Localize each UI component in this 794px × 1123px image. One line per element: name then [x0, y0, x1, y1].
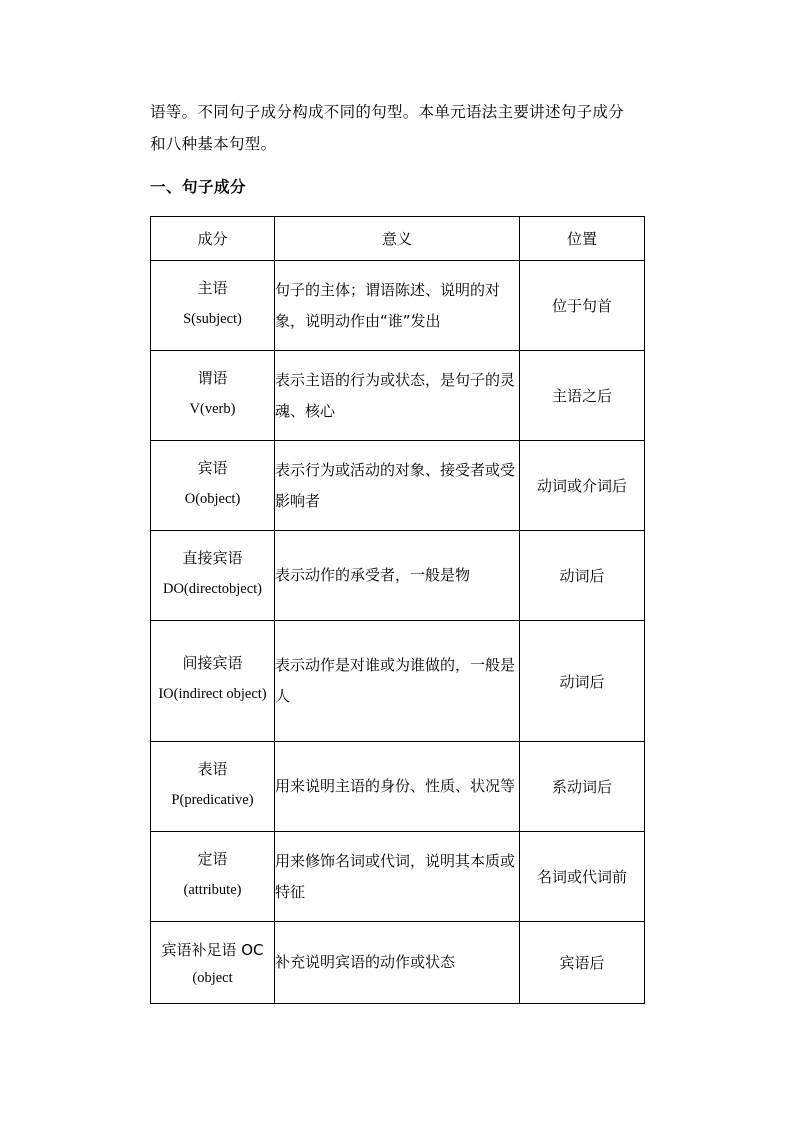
position-cell: 主语之后: [520, 351, 645, 441]
position-cell: 名词或代词前: [520, 832, 645, 922]
position-cell: 宾语后: [520, 922, 645, 1004]
table-row: [151, 922, 645, 1004]
position-cell: 动词后: [520, 621, 645, 742]
table-row: [151, 531, 645, 621]
component-cn: 直接宾语: [182, 548, 243, 567]
intro-line-1: 语等。不同句子成分构成不同的句型。本单元语法主要讲述句子成分: [150, 103, 625, 121]
component-en: V(verb): [189, 400, 236, 417]
component-cn: 宾语补足语 OC: [161, 941, 264, 959]
table-row: [151, 832, 645, 922]
component-en: IO(indirect object): [158, 686, 267, 702]
component-cn: 主语: [197, 278, 228, 297]
component-cell: [151, 922, 275, 1004]
meaning-cell: 表示行为或活动的对象、接受者或受影响者: [275, 441, 520, 531]
component-en: (attribute): [183, 881, 242, 898]
section-heading: 一、句子成分: [150, 178, 247, 196]
table-row: [151, 441, 645, 531]
sentence-components-table: [150, 216, 645, 1004]
meaning-cell: 表示动作的承受者，一般是物: [275, 531, 520, 621]
component-cell: [151, 832, 275, 922]
component-cn: 间接宾语: [182, 654, 243, 672]
component-en: P(predicative): [171, 791, 254, 808]
header-component: 成分: [151, 217, 275, 261]
component-cell: [151, 621, 275, 742]
component-cell: [151, 351, 275, 441]
position-cell: 系动词后: [520, 742, 645, 832]
intro-line-2: 和八种基本句型。: [150, 135, 277, 153]
component-cell: [151, 742, 275, 832]
meaning-cell: 表示动作是对谁或为谁做的，一般是人: [275, 621, 520, 742]
component-cn: 谓语: [197, 368, 228, 387]
meaning-cell: 表示主语的行为或状态，是句子的灵魂、核心: [275, 351, 520, 441]
meaning-cell: 用来说明主语的身份、性质、状况等: [275, 742, 520, 832]
component-cell: [151, 261, 275, 351]
position-cell: 动词或介词后: [520, 441, 645, 531]
intro-paragraph: [150, 96, 650, 160]
table-header-row: [151, 217, 645, 261]
table-row: [151, 621, 645, 742]
component-cn: 定语: [197, 849, 228, 868]
header-meaning: 意义: [275, 217, 520, 261]
component-cell: [151, 441, 275, 531]
meaning-cell: 句子的主体；谓语陈述、说明的对象，说明动作由“谁”发出: [275, 261, 520, 351]
meaning-cell: 补充说明宾语的动作或状态: [275, 922, 520, 1004]
table-row: [151, 742, 645, 832]
component-en: DO(directobject): [162, 580, 263, 597]
component-en: (object: [192, 970, 233, 986]
position-cell: 动词后: [520, 531, 645, 621]
component-cn: 表语: [197, 759, 228, 778]
component-cell: [151, 531, 275, 621]
component-en: O(object): [184, 490, 241, 507]
meaning-cell: 用来修饰名词或代词，说明其本质或特征: [275, 832, 520, 922]
component-cn: 宾语: [197, 458, 228, 477]
table-row: [151, 261, 645, 351]
position-cell: 位于句首: [520, 261, 645, 351]
table-row: [151, 351, 645, 441]
header-position: 位置: [520, 217, 645, 261]
component-en: S(subject): [183, 310, 242, 327]
